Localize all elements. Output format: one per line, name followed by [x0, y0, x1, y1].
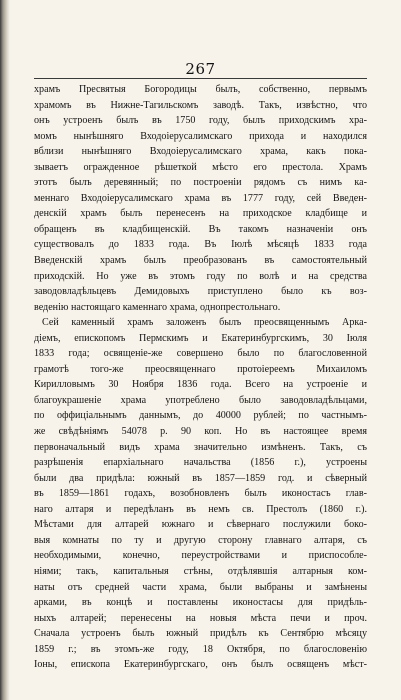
text-line: 1859 г.; въ этомъ-же году, 18 Октября, по благословенію	[34, 643, 367, 655]
header-rule	[34, 78, 367, 79]
text-line: Сначала устроенъ былъ южный придѣлъ къ Сентябрю мѣсяцу	[34, 628, 367, 640]
text-line: діемъ, епископомъ Пермскимъ и Екатеринбургскимъ, 30 Іюля	[34, 332, 367, 344]
text-line: меннаго Входоіерусалимскаго храма въ 1777 году, сей Введен-	[34, 192, 367, 204]
text-line: ніями; такъ, капитальныя стѣны, отдѣлявшія алтарныя ком-	[34, 565, 367, 577]
text-line: ныхъ алтарей; перенесены на новыя мѣста печи и проч.	[34, 612, 367, 624]
text-line: обращенъ въ кладбищенскій. Въ такомъ назначеніи онъ	[34, 223, 367, 235]
text-line: были два придѣла: южный въ 1857—1859 год. и сѣверный	[34, 472, 367, 484]
text-line: по оффиціальнымъ даннымъ, до 40000 рублей; по частнымъ-	[34, 410, 367, 422]
text-line: же свѣдѣніямъ 54078 р. 90 коп. Но въ настоящее время	[34, 426, 367, 438]
body-text	[34, 82, 367, 673]
text-line: Мѣстами для алтарей южнаго и сѣвернаго послужили боко-	[34, 519, 367, 531]
text-line: храмъ Пресвятыя Богородицы былъ, собственно, первымъ	[34, 84, 367, 95]
text-line: грамотѣ того-же преосвященнаго протоіереемъ Михаиломъ	[34, 363, 367, 375]
page-number: 267	[185, 60, 216, 78]
text-line: приходскій. Но уже въ этомъ году по волѣ и на средства	[34, 270, 367, 282]
text-line: первоначальный видъ храма значительно измѣненъ. Такъ, съ	[34, 441, 367, 453]
text-line: денскій храмъ былъ перенесенъ на приходское кладбище и	[34, 208, 367, 220]
text-line: въ 1859—1861 годахъ, возобновленъ былъ иконостасъ глав-	[34, 488, 367, 500]
text-line: веденію настоящаго каменнаго храма, однопрестольнаго.	[34, 301, 281, 313]
text-line: Іоны, епископа Екатеринбургскаго, онъ былъ освященъ мѣст-	[34, 659, 367, 671]
text-line: 1833 года; освященіе-же совершено было по благословенной	[34, 348, 367, 360]
text-line: заводовладѣльцевъ Демидовыхъ приступлено было къ воз-	[34, 286, 367, 298]
text-line: зываетъ огражденное рѣшеткой мѣсто его престола. Храмъ	[34, 161, 367, 173]
text-line: выя комнаты по ту и другую сторону главнаго алтаря, съ	[34, 534, 367, 546]
text-line: этотъ былъ деревянный; по построеніи рядомъ съ нимъ ка-	[34, 177, 367, 189]
text-line: Введенскій храмъ былъ преобразованъ въ самостоятельный	[34, 255, 367, 267]
text-line: Кирилловымъ 30 Ноября 1836 года. Всего на устроеніе и	[34, 379, 367, 391]
text-line: наго алтаря и передѣланъ въ немъ св. Престолъ (1860 г.).	[34, 503, 367, 515]
page-binding-edge	[0, 0, 10, 700]
text-line: благоукрашеніе храма употреблено было заводовладѣльцами,	[34, 394, 367, 406]
text-line: момъ нынѣшняго Входоіерусалимскаго прихода и находился	[34, 130, 367, 142]
text-line: Сей каменный храмъ заложенъ былъ преосвященнымъ Арка-	[42, 317, 367, 329]
text-line: храмомъ въ Нижне-Тагильскомъ заводѣ. Такъ, извѣстно, что	[34, 99, 367, 111]
text-line: наты отъ средней части храма, были выбраны и замѣнены	[34, 581, 367, 593]
text-line: необходимыми, конечно, переустройствами и приспособле-	[34, 550, 367, 562]
text-line: онъ устроенъ былъ въ 1750 году, былъ приходскимъ хра-	[34, 115, 367, 127]
text-line: вблизи нынѣшняго Входоіерусалимскаго храма, какъ пока-	[34, 146, 367, 158]
text-line: существовалъ до 1833 года. Въ Іюлѣ мѣсяцѣ 1833 года	[34, 239, 367, 251]
text-line: арками, въ концѣ и поставлены иконостасы для придѣль-	[34, 597, 367, 609]
text-line: разрѣшенія епархіальнаго начальства (1856 г.), устроены	[34, 457, 367, 469]
